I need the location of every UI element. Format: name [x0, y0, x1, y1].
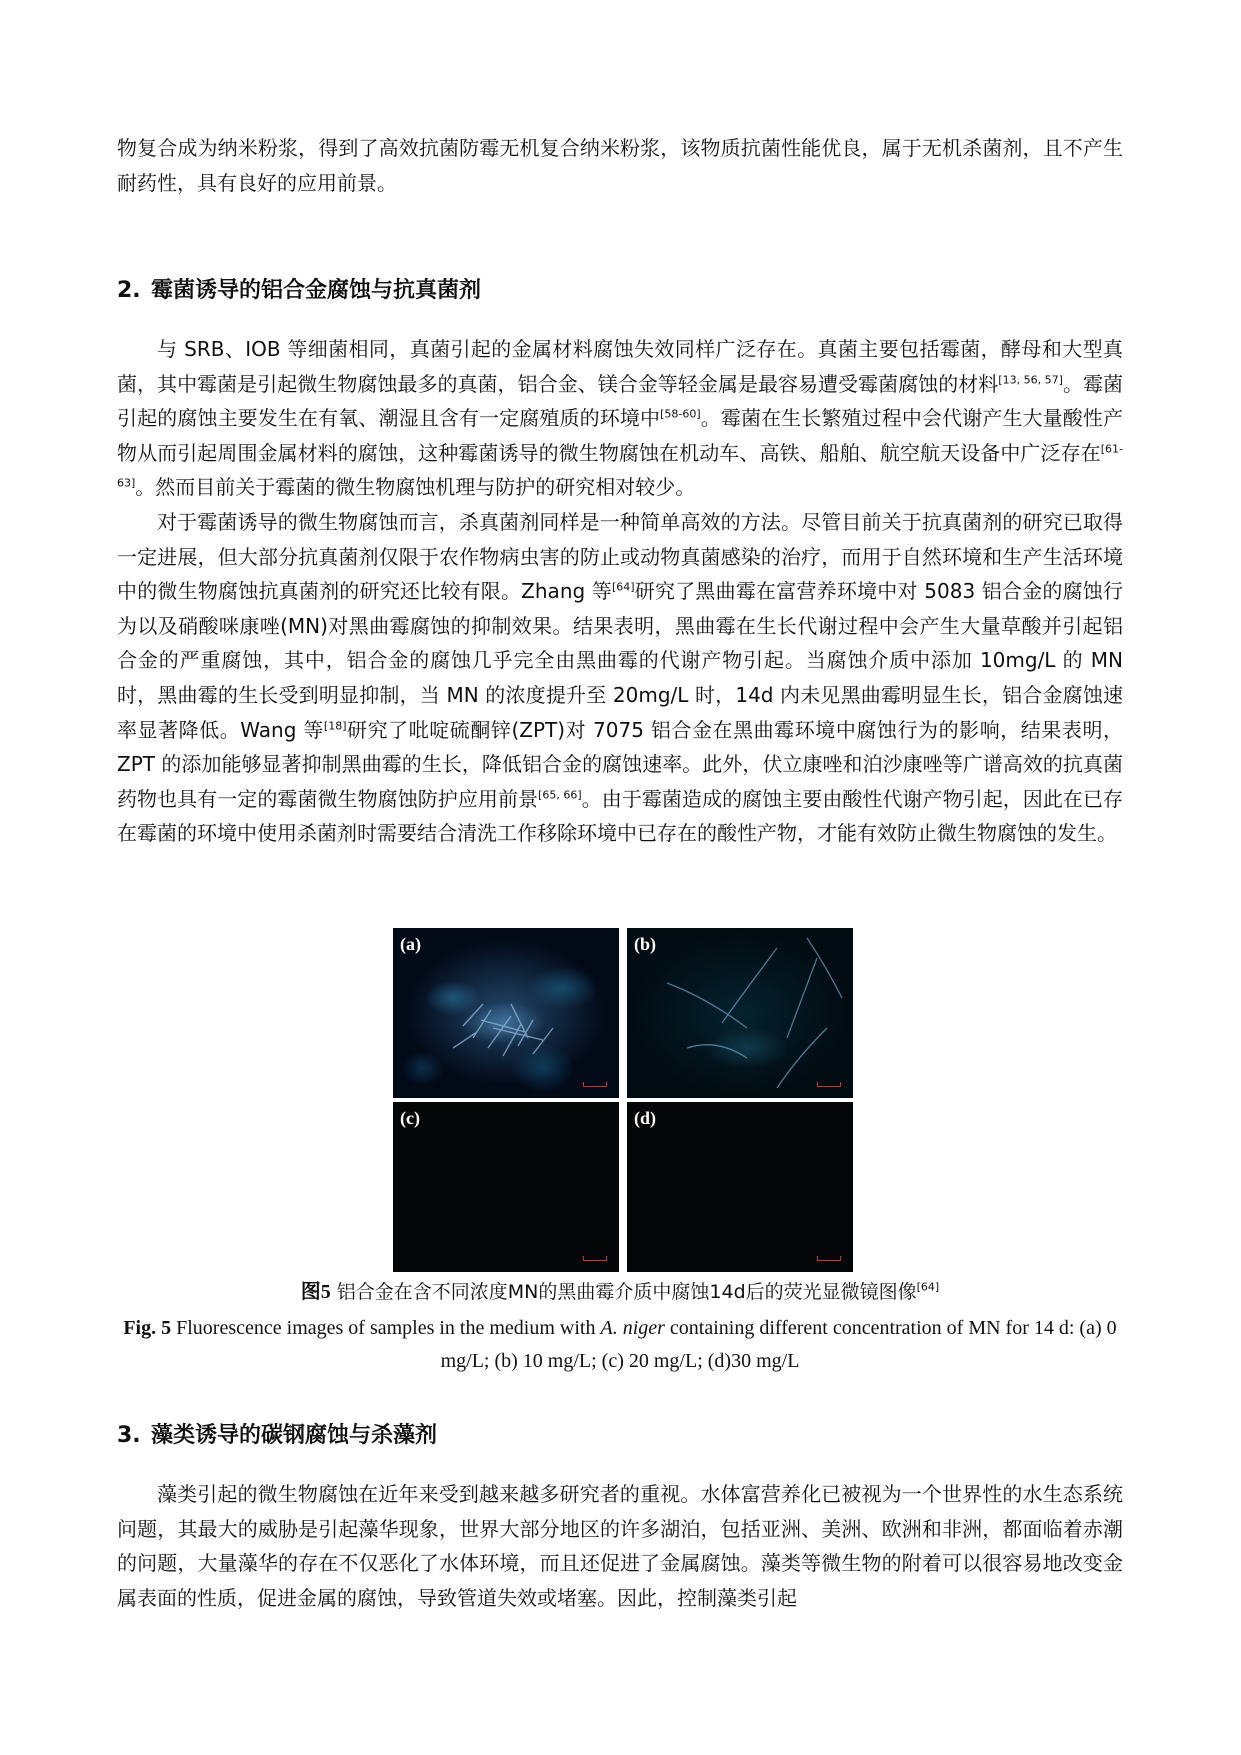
scale-bar — [583, 1082, 607, 1087]
panel-label-b: (b) — [634, 934, 656, 954]
intro-paragraph: 物复合成为纳米粉浆，得到了高效抗菌防霉无机复合纳米粉浆，该物质抗菌性能优良，属于无机杀菌剂，且不产生耐药性，具有良好的应用前景。 — [117, 136, 1123, 195]
figure-5 — [393, 928, 854, 1272]
citation: [64] — [611, 580, 635, 594]
micrograph-panel-b — [627, 928, 853, 1098]
species-name: A. niger — [600, 1317, 665, 1339]
section-2-number: 2. — [117, 278, 141, 303]
section-2-title: 霉菌诱导的铝合金腐蚀与抗真菌剂 — [151, 278, 482, 303]
figure-label-zh: 图5 — [300, 1281, 331, 1303]
section-3-paragraph-1: 藻类引起的微生物腐蚀在近年来受到越来越多研究者的重视。水体富营养化已被视为一个世界性的水生态系统问题，其最大的威胁是引起藻华现象，世界大部分地区的许多湖泊，包括亚洲、美洲、欧洲和非洲，都面临着赤潮的问题，大量藻华的存在不仅恶化了水体环境，而且还促进了金属腐蚀。藻类等微生物的附着可以很容易地改变金属表面的性质，促进金属的腐蚀，导致管道失效或堵塞。因此，控制藻类引起 — [117, 1482, 1123, 1610]
citation: [61-63] — [117, 442, 1123, 490]
section-2-paragraph-2: 对于霉菌诱导的微生物腐蚀而言，杀真菌剂同样是一种简单高效的方法。尽管目前关于抗真菌剂的研究已取得一定进展，但大部分抗真菌剂仅限于农作物病虫害的防止或动物真菌感染的治疗，而用于自然环境和生产生活环境中的微生物腐蚀抗真菌剂的研究还比较有限。Zhang 等[64]研究了黑曲霉在富营养环境中对 5083 铝合金的腐蚀行为以及硝酸咪康唑(MN)对黑曲霉腐蚀的抑制效果。结果表明，黑曲霉在生长代谢过程中会产生大量草酸并引起铝合金的严重腐蚀，其中，铝合金的腐蚀几乎完全由黑曲霉的代谢产物引起。当腐蚀介质中添加 10mg/L 的 MN 时，黑曲霉的生长受到明显抑制，当 MN 的浓度提升至 20mg/L 时，14d 内未见黑曲霉明显生长，铝合金腐蚀速率显著降低。Wang 等[18]研究了吡啶硫酮锌(ZPT)对 7075 铝合金在黑曲霉环境中腐蚀行为的影响，结果表明，ZPT 的添加能够显著抑制黑曲霉的生长，降低铝合金的腐蚀速率。此外，伏立康唑和泊沙康唑等广谱高效的抗真菌药物也具有一定的霉菌微生物腐蚀防护应用前景[65, 66]。由于霉菌造成的腐蚀主要由酸性代谢产物引起，因此在已存在霉菌的环境中使用杀菌剂时需要结合清洗工作移除环境中已存在的酸性产物，才能有效防止微生物腐蚀的发生。 — [117, 510, 1124, 846]
section-2-heading — [117, 276, 481, 306]
section-3-title: 藻类诱导的碳钢腐蚀与杀藻剂 — [151, 1423, 438, 1448]
citation: [64] — [916, 1280, 940, 1294]
scale-bar — [817, 1082, 841, 1087]
scale-bar — [817, 1256, 841, 1261]
citation: [18] — [323, 718, 347, 732]
micrograph-panel-a — [393, 928, 619, 1098]
figure-label-en: Fig. 5 — [123, 1317, 172, 1339]
citation: [13, 56, 57] — [998, 372, 1063, 386]
figure-caption-zh: 图5 铝合金在含不同浓度MN的黑曲霉介质中腐蚀14d后的荧光显微镜图像[64] — [300, 1280, 940, 1303]
panel-label-c: (c) — [400, 1108, 420, 1128]
panel-label-d: (d) — [634, 1108, 656, 1128]
fungal-hyphae-image — [393, 928, 619, 1098]
micrograph-panel-d — [627, 1102, 853, 1272]
panel-label-a: (a) — [400, 934, 421, 954]
section-3-number: 3. — [117, 1423, 141, 1448]
scale-bar — [583, 1256, 607, 1261]
figure-caption-en: Fig. 5 Fluorescence images of samples in the medium with A. niger containing different concentration of MN for 14 d: (a) 0 mg/L; (b) 10 mg/L; (c) 20 mg/L; (d)30 mg/L — [123, 1317, 1117, 1372]
micrograph-panel-c — [393, 1102, 619, 1272]
fungal-hyphae-image — [627, 928, 853, 1098]
citation: [58-60] — [660, 407, 701, 421]
citation: [65, 66] — [538, 788, 582, 802]
section-3-heading — [117, 1421, 437, 1451]
section-2-paragraph-1: 与 SRB、IOB 等细菌相同，真菌引起的金属材料腐蚀失效同样广泛存在。真菌主要包括霉菌，酵母和大型真菌，其中霉菌是引起微生物腐蚀最多的真菌，铝合金、镁合金等轻金属是最容易遭受霉菌腐蚀的材料[13, 56, 57]。霉菌引起的腐蚀主要发生在有氧、潮湿且含有一定腐殖质的环境中[58-60]。霉菌在生长繁殖过程中会代谢产生大量酸性产物从而引起周围金属材料的腐蚀，这种霉菌诱导的微生物腐蚀在机动车、高铁、船舶、航空航天设备中广泛存在[61-63]。然而目前关于霉菌的微生物腐蚀机理与防护的研究相对较少。 — [117, 337, 1124, 500]
